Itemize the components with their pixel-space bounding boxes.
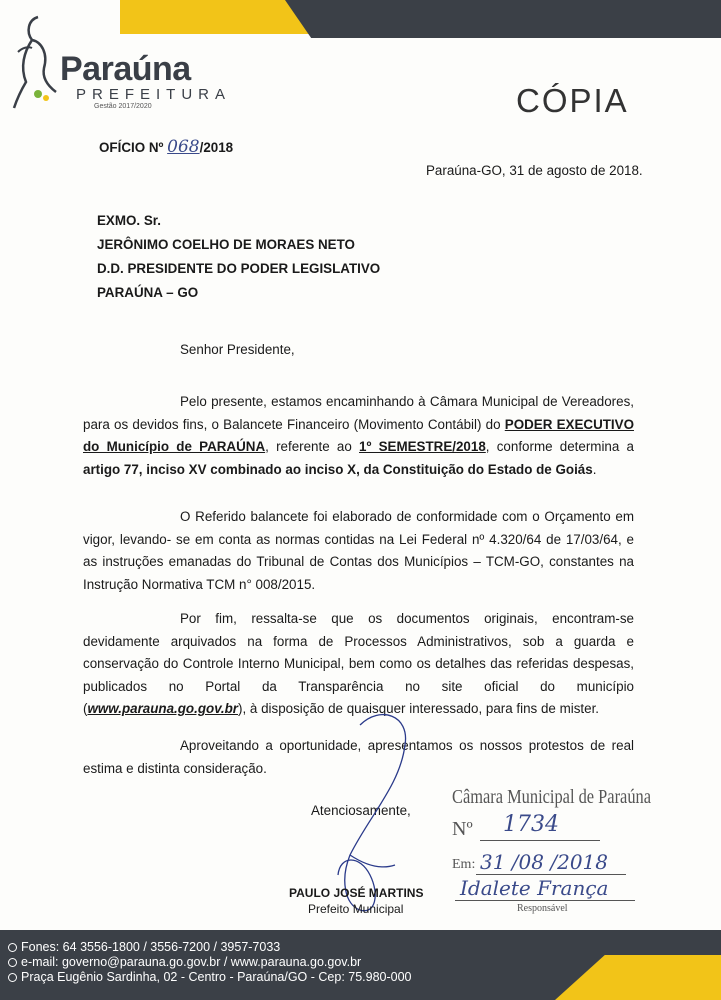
para3-text-2: ), à disposição de quaisquer interessado, para fins de mister. — [238, 701, 600, 716]
location-icon — [8, 973, 17, 982]
stamp-signature: Idalete França — [460, 876, 609, 900]
paragraph-2: O Referido balancete foi elaborado de conformidade com o Orçamento em vigor, levando- se em conta as normas contidas na Lei Federal nº 4.320/64 de 17/03/64, e as instruções emanadas do Tribunal de Contas dos Municípios – TCM-GO, constantes na Instrução Normativa TCM n° 008/2015. — [83, 509, 634, 592]
footer-email — [8, 955, 361, 969]
logo-figure-icon — [8, 12, 68, 112]
stamp-sign-underline — [455, 900, 635, 901]
para1-bold-executivo: PODER EXECUTIVO do Município de PARAÚNA — [83, 416, 634, 454]
recipient-line-3: D.D. PRESIDENTE DO PODER LEGISLATIVO — [97, 261, 381, 276]
recipient-line-2: JERÔNIMO COELHO DE MORAES NETO — [97, 237, 355, 252]
oficio-number: 068 — [167, 137, 200, 157]
para1-text-1: Pelo presente, estamos encaminhando à Câmara Municipal de Vereadores, para os devidos fins, o Balancete Financeiro (Movimento Contábil) do — [83, 394, 634, 432]
logo-subtitle: PREFEITURA — [76, 86, 232, 103]
date-line: Paraúna-GO, 31 de agosto de 2018. — [426, 163, 643, 178]
copia-label: CÓPIA — [516, 82, 629, 119]
paragraph-4: Aproveitando a oportunidade, apresentamos os nossos protestos de real estima e distinta consideração. — [83, 738, 634, 776]
header-band-dark — [285, 0, 721, 38]
para1-text-3: , conforme determina a — [485, 439, 635, 454]
stamp-date-underline — [476, 874, 626, 875]
oficio-line — [99, 137, 233, 157]
website-link[interactable]: www.parauna.go.gov.br — [87, 701, 239, 716]
recipient-line-4: PARAÚNA – GO — [97, 285, 199, 300]
salutation: Senhor Presidente, — [180, 342, 295, 357]
logo-gestao: Gestão 2017/2020 — [94, 103, 152, 110]
closing: Atenciosamente, — [311, 803, 411, 818]
email-icon — [8, 958, 17, 967]
paragraph-3 — [83, 608, 634, 721]
stamp-no-label: Nº — [452, 818, 473, 840]
signer-name: PAULO JOSÉ MARTINS — [289, 886, 424, 900]
oficio-prefix: OFÍCIO Nº — [99, 140, 164, 155]
logo-name: Paraúna — [60, 50, 191, 88]
stamp-date-value: 31 /08 /2018 — [480, 850, 608, 874]
para3-text-1: Por fim, ressalta-se que os documentos originais, encontram-se devidamente arquivados na forma de Processos Administrativos, sob a guarda e conservação do Controle Interno Municipal, bem como os detalhes das referidas despesas, publicados no Portal da Transparência no site oficial do município ( — [83, 611, 634, 716]
para1-text-2: , referente ao — [265, 439, 360, 454]
para1-text-4: . — [592, 461, 597, 477]
footer-address — [8, 970, 412, 984]
stamp-em-label: Em: — [452, 857, 476, 872]
footer-phones — [8, 940, 280, 954]
paragraph-1 — [83, 391, 634, 481]
footer-phones-text: Fones: 64 3556-1800 / 3556-7200 / 3957-7033 — [21, 940, 281, 954]
stamp-responsavel: Responsável — [517, 903, 568, 914]
stamp-no-underline — [480, 840, 600, 841]
stamp-no-value: 1734 — [503, 812, 559, 837]
footer-address-text: Praça Eugênio Sardinha, 02 - Centro - Paraúna/GO - Cep: 75.980-000 — [21, 970, 412, 984]
stamp-title: Câmara Municipal de Paraúna — [452, 786, 652, 808]
signer-title: Prefeito Municipal — [308, 902, 404, 916]
para1-bold-artigo: artigo 77, inciso XV combinado ao inciso X, da Constituição do Estado de Goiás — [83, 461, 593, 477]
recipient-line-1: EXMO. Sr. — [97, 213, 161, 228]
oficio-year: /2018 — [199, 140, 234, 155]
phone-icon — [8, 943, 17, 952]
para1-bold-semestre: 1º SEMESTRE/2018 — [359, 439, 486, 454]
footer-email-text: e-mail: governo@parauna.go.gov.br / www.parauna.go.gov.br — [21, 955, 362, 969]
